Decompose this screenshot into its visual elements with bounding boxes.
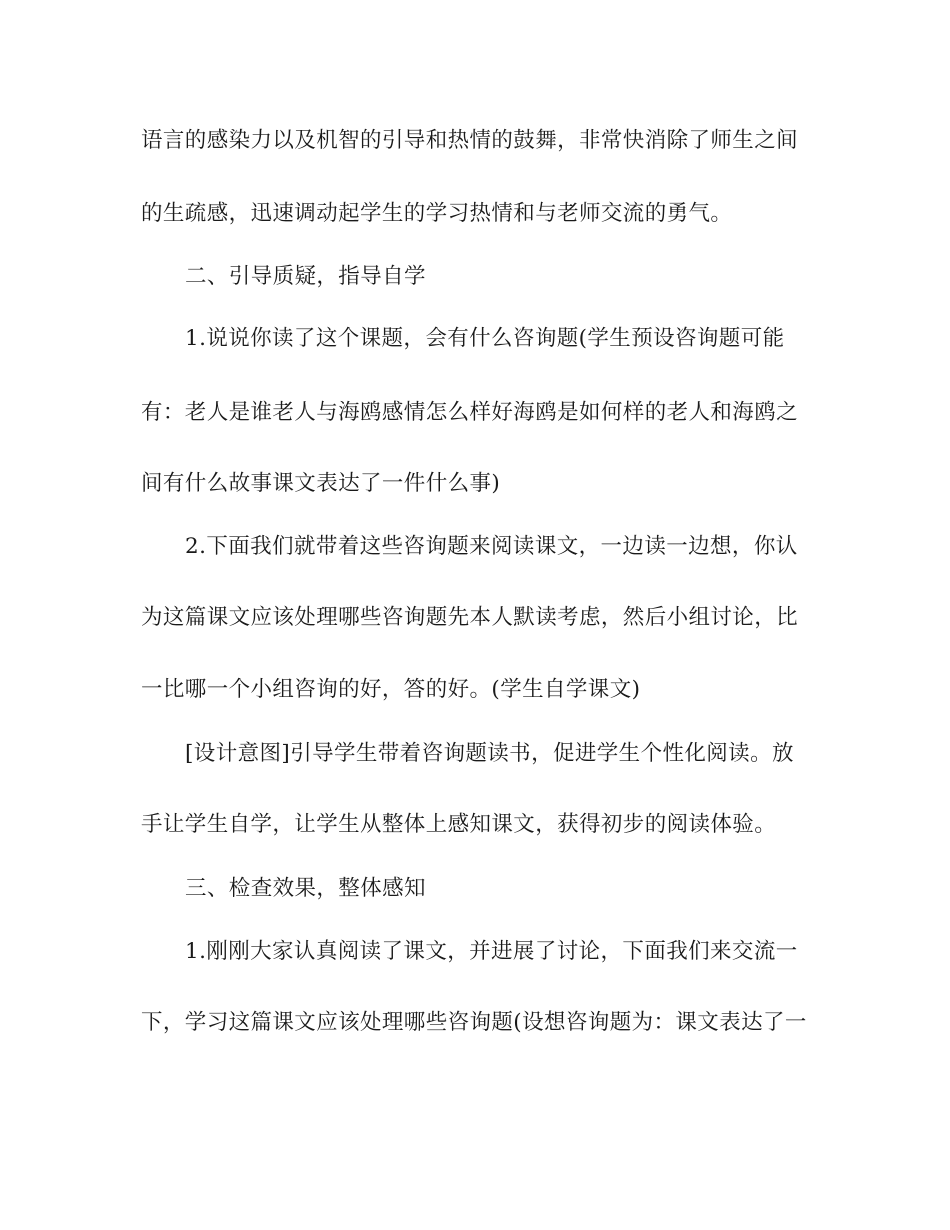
paragraph-line: 有：老人是谁老人与海鸥感情怎么样好海鸥是如何样的老人和海鸥之 bbox=[141, 400, 799, 425]
paragraph-line: 语言的感染力以及机智的引导和热情的鼓舞，非常快消除了师生之间 bbox=[141, 128, 799, 153]
paragraph-line: [设计意图]引导学生带着咨询题读书，促进学生个性化阅读。放 bbox=[185, 741, 794, 766]
paragraph-line: 的生疏感，迅速调动起学生的学习热情和与老师交流的勇气。 bbox=[141, 201, 733, 226]
paragraph-line: 手让学生自学，让学生从整体上感知课文，获得初步的阅读体验。 bbox=[141, 812, 777, 837]
paragraph-line: 2.下面我们就带着这些咨询题来阅读课文，一边读一边想，你认 bbox=[185, 534, 798, 559]
paragraph-line: 间有什么故事课文表达了一件什么事) bbox=[141, 471, 501, 496]
section-heading: 三、检查效果，整体感知 bbox=[185, 876, 426, 901]
paragraph-line: 下，学习这篇课文应该处理哪些咨询题(设想咨询题为：课文表达了一 bbox=[141, 1010, 807, 1035]
section-heading: 二、引导质疑，指导自学 bbox=[185, 264, 426, 289]
paragraph-line: 为这篇课文应该处理哪些咨询题先本人默读考虑，然后小组讨论，比 bbox=[141, 605, 799, 630]
paragraph-line: 1.说说你读了这个课题，会有什么咨询题(学生预设咨询题可能 bbox=[185, 326, 785, 351]
paragraph-line: 一比哪一个小组咨询的好，答的好。(学生自学课文) bbox=[141, 677, 641, 702]
paragraph-line: 1.刚刚大家认真阅读了课文，并进展了讨论，下面我们来交流一 bbox=[185, 939, 798, 964]
